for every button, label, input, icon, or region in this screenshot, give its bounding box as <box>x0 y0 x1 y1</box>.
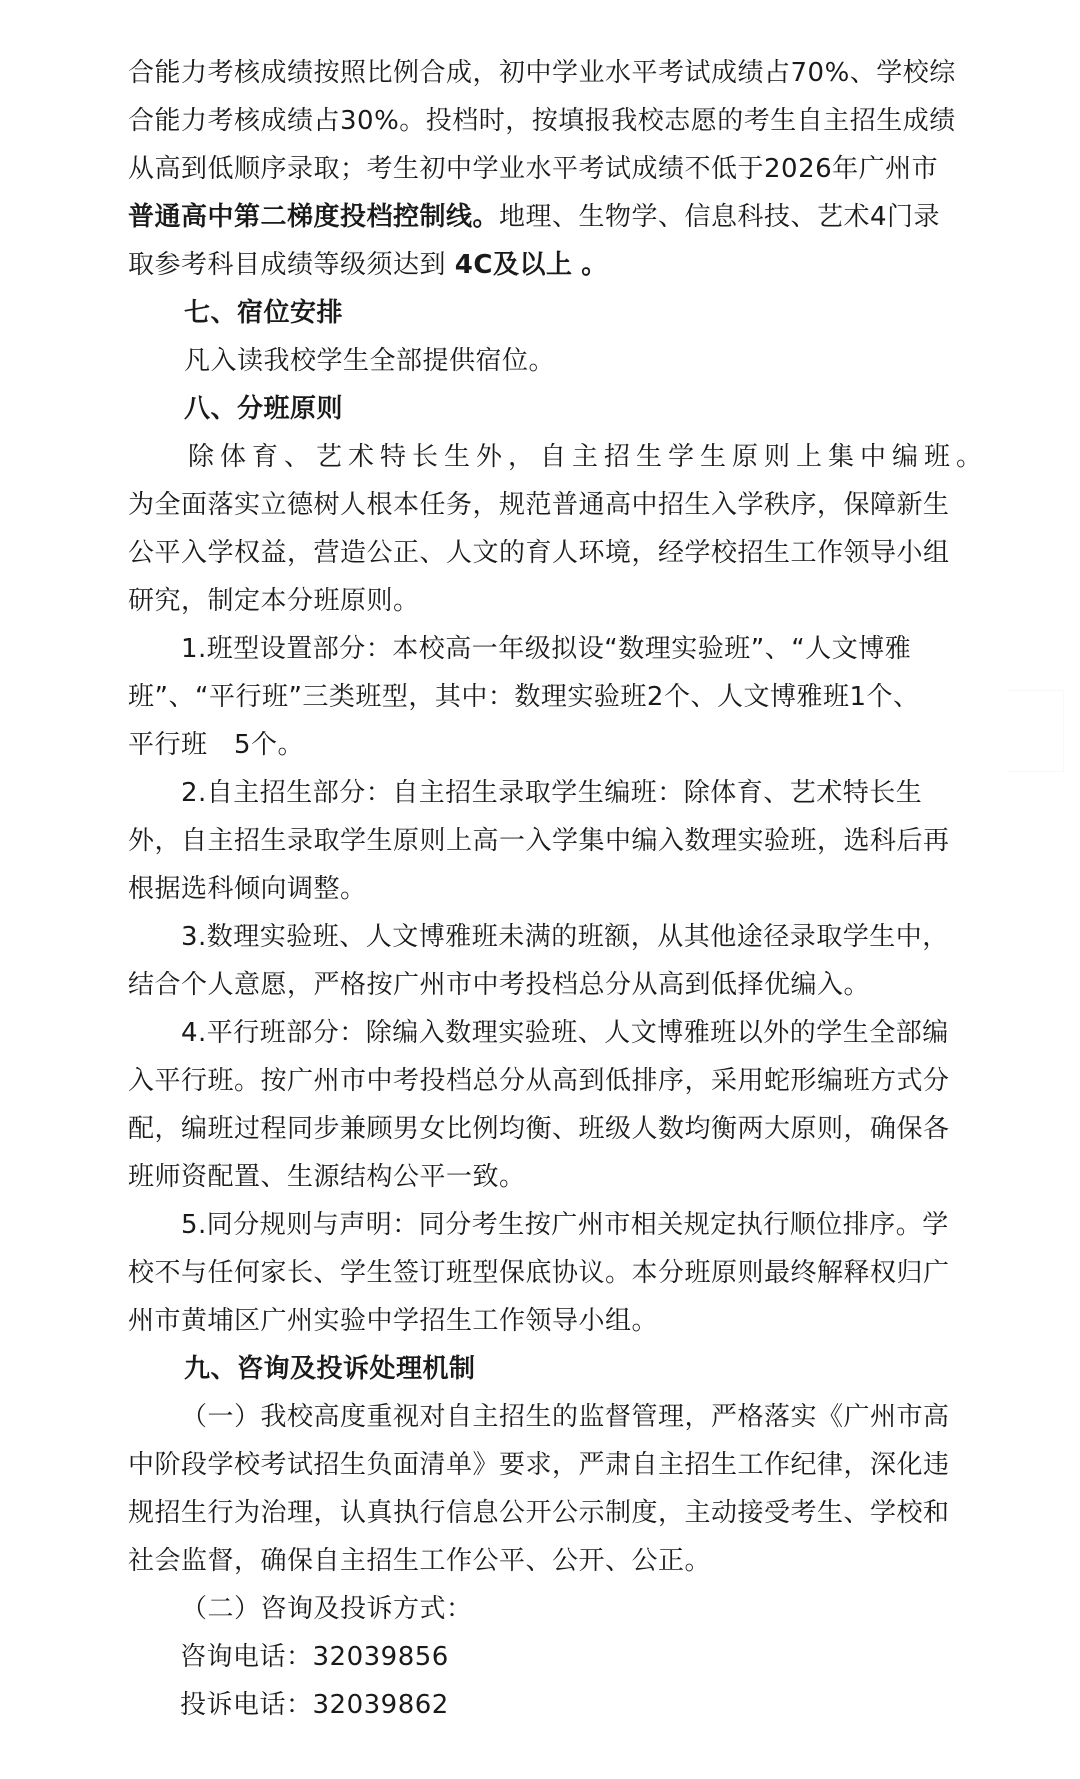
paragraph-line <box>128 193 963 241</box>
paragraph-line: 社会监督，确保自主招生工作公平、公开、公正。 <box>128 1546 712 1576</box>
list-item-line: 班”、“平行班”三类班型，其中：数理实验班2个、人文博雅班1个、 <box>128 682 920 712</box>
consult-phone-number: 32039856 <box>312 1642 449 1672</box>
list-item-line: 配，编班过程同步兼顾男女比例均衡、班级人数均衡两大原则，确保各 <box>128 1114 950 1144</box>
list-item-line: 校不与任何家长、学生签订班型保底协议。本分班原则最终解释权归广 <box>128 1258 950 1288</box>
paragraph-line: 为全面落实立德树人根本任务，规范普通高中招生入学秩序，保障新生 <box>128 490 950 520</box>
complaint-phone-label: 投诉电话： <box>180 1690 313 1720</box>
paragraph-line <box>128 241 963 289</box>
list-item-line: 入平行班。按广州市中考投档总分从高到低排序，采用蛇形编班方式分 <box>128 1066 950 1096</box>
paragraph-line: 合能力考核成绩按照比例合成，初中学业水平考试成绩占70%、学校综 <box>128 58 956 88</box>
paragraph-line: 中阶段学校考试招生负面清单》要求，严肃自主招生工作纪律，深化违 <box>128 1450 950 1480</box>
list-item-line: 平行班 5个。 <box>128 730 305 760</box>
list-item-line: 州市黄埔区广州实验中学招生工作领导小组。 <box>128 1306 659 1336</box>
list-item-line: 外，自主招生录取学生原则上高一入学集中编入数理实验班，选科后再 <box>128 826 950 856</box>
list-item-line: 5.同分规则与声明：同分考生按广州市相关规定执行顺位排序。学 <box>181 1210 949 1240</box>
consult-phone-label: 咨询电话： <box>180 1642 313 1672</box>
complaint-phone-line <box>128 1681 963 1729</box>
paragraph-line: 公平入学权益，营造公正、人文的育人环境，经学校招生工作领导小组 <box>128 538 950 568</box>
list-item-line: 根据选科倾向调整。 <box>128 874 367 904</box>
complaint-phone-number: 32039862 <box>312 1690 449 1720</box>
paragraph-line: 凡入读我校学生全部提供宿位。 <box>184 346 556 376</box>
list-item-line: 3.数理实验班、人文博雅班未满的班额，从其他途径录取学生中， <box>181 922 949 952</box>
list-item-line: 1.班型设置部分：本校高一年级拟设“数理实验班”、“人文博雅 <box>181 634 912 664</box>
bold-phrase: 普通高中第二梯度投档控制线。 <box>128 202 500 232</box>
list-item-line: 班师资配置、生源结构公平一致。 <box>128 1162 526 1192</box>
list-item-line: 结合个人意愿，严格按广州市中考投档总分从高到低择优编入。 <box>128 970 871 1000</box>
paragraph-line: （二）咨询及投诉方式： <box>181 1594 473 1624</box>
paragraph-line: 除体育、艺术特长生外，自主招生学生原则上集中编班。 <box>188 442 989 472</box>
document-body <box>128 49 989 1729</box>
faint-edge-mark <box>1007 690 1064 772</box>
paragraph-line: （一）我校高度重视对自主招生的监督管理，严格落实《广州市高 <box>181 1402 950 1432</box>
list-item-line: 4.平行班部分：除编入数理实验班、人文博雅班以外的学生全部编 <box>181 1018 949 1048</box>
paragraph-line: 研究，制定本分班原则。 <box>128 586 420 616</box>
paragraph-line: 从高到低顺序录取；考生初中学业水平考试成绩不低于2026年广州市 <box>128 154 939 184</box>
list-item-line: 2.自主招生部分：自主招生录取学生编班：除体育、艺术特长生 <box>181 778 923 808</box>
section-heading-7: 七、宿位安排 <box>184 298 344 328</box>
bold-phrase: 4C及以上 <box>454 250 573 280</box>
section-heading-9: 九、咨询及投诉处理机制 <box>184 1354 476 1384</box>
section-heading-8: 八、分班原则 <box>184 394 344 424</box>
paragraph-line: 合能力考核成绩占30%。投档时，按填报我校志愿的考生自主招生成绩 <box>128 106 956 136</box>
text-run: 取参考科目成绩等级须达到 <box>128 250 447 280</box>
paragraph-line: 规招生行为治理，认真执行信息公开公示制度，主动接受考生、学校和 <box>128 1498 950 1528</box>
text-run: 。 <box>581 250 608 280</box>
text-run: 地理、生物学、信息科技、艺术4门录 <box>499 202 941 232</box>
consult-phone-line <box>128 1633 963 1681</box>
